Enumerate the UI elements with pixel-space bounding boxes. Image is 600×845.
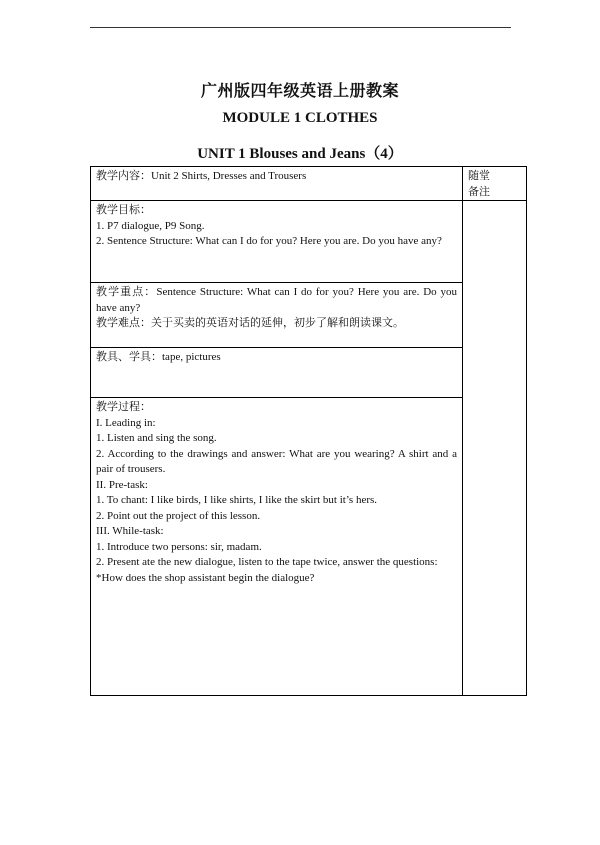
aids-row [91,348,527,398]
process-item: 2. Present ate the new dialogue, listen to the tape twice, answer the questions: [96,556,438,568]
content-cell [91,167,463,201]
objectives-row [91,201,527,283]
side-header-line-1: 随堂 [468,170,490,182]
lesson-plan-table [90,166,527,696]
process-heading: 教学过程： [96,401,151,413]
process-item: 1. Introduce two persons: sir, madam. [96,540,262,553]
objectives-item-1: 1. P7 dialogue, P9 Song. [96,219,205,232]
process-item: 2. According to the drawings and answer: What are you wearing? A shirt and a pair of trousers. [96,447,457,475]
process-row [91,398,527,696]
side-header-line-2: 备注 [468,185,490,198]
process-section-2: II. Pre-task: [96,478,148,491]
aids-cell [91,348,463,398]
objectives-item-2: 2. Sentence Structure: What can I do for you? Here you are. Do you have any? [96,235,442,247]
module-title: MODULE 1 CLOTHES [222,110,378,126]
content-row [91,167,527,201]
key-points-row [91,283,527,348]
content-text: 教学内容：Unit 2 Shirts, Dresses and Trousers [96,170,307,182]
objectives-heading: 教学目标： [96,204,151,216]
process-item: *How does the shop assistant begin the dialogue? [96,571,315,584]
side-header-cell [463,167,527,201]
process-item: 2. Point out the project of this lesson. [96,509,261,522]
key-points-cell [91,283,463,348]
key-point-text: 教学重点：Sentence Structure: What can I do for you? Here you are. Do you have any? [96,286,457,314]
process-item: 1. Listen and sing the song. [96,432,217,444]
difficult-point-text: 教学难点：关于买卖的英语对话的延伸，初步了解和朗读课文。 [96,317,404,329]
aids-text: 教具、学具：tape, pictures [96,351,221,363]
process-section-3: III. While-task: [96,525,164,537]
side-notes-cell [463,201,527,696]
process-section-1: I. Leading in: [96,416,156,429]
process-item: 1. To chant: I like birds, I like shirts, I like the skirt but it’s hers. [96,494,378,506]
unit-title: UNIT 1 Blouses and Jeans（4） [197,146,403,162]
header-rule [90,27,511,28]
objectives-cell [91,201,463,283]
document-title: 广州版四年级英语上册教案 [200,83,399,100]
process-cell [91,398,463,696]
